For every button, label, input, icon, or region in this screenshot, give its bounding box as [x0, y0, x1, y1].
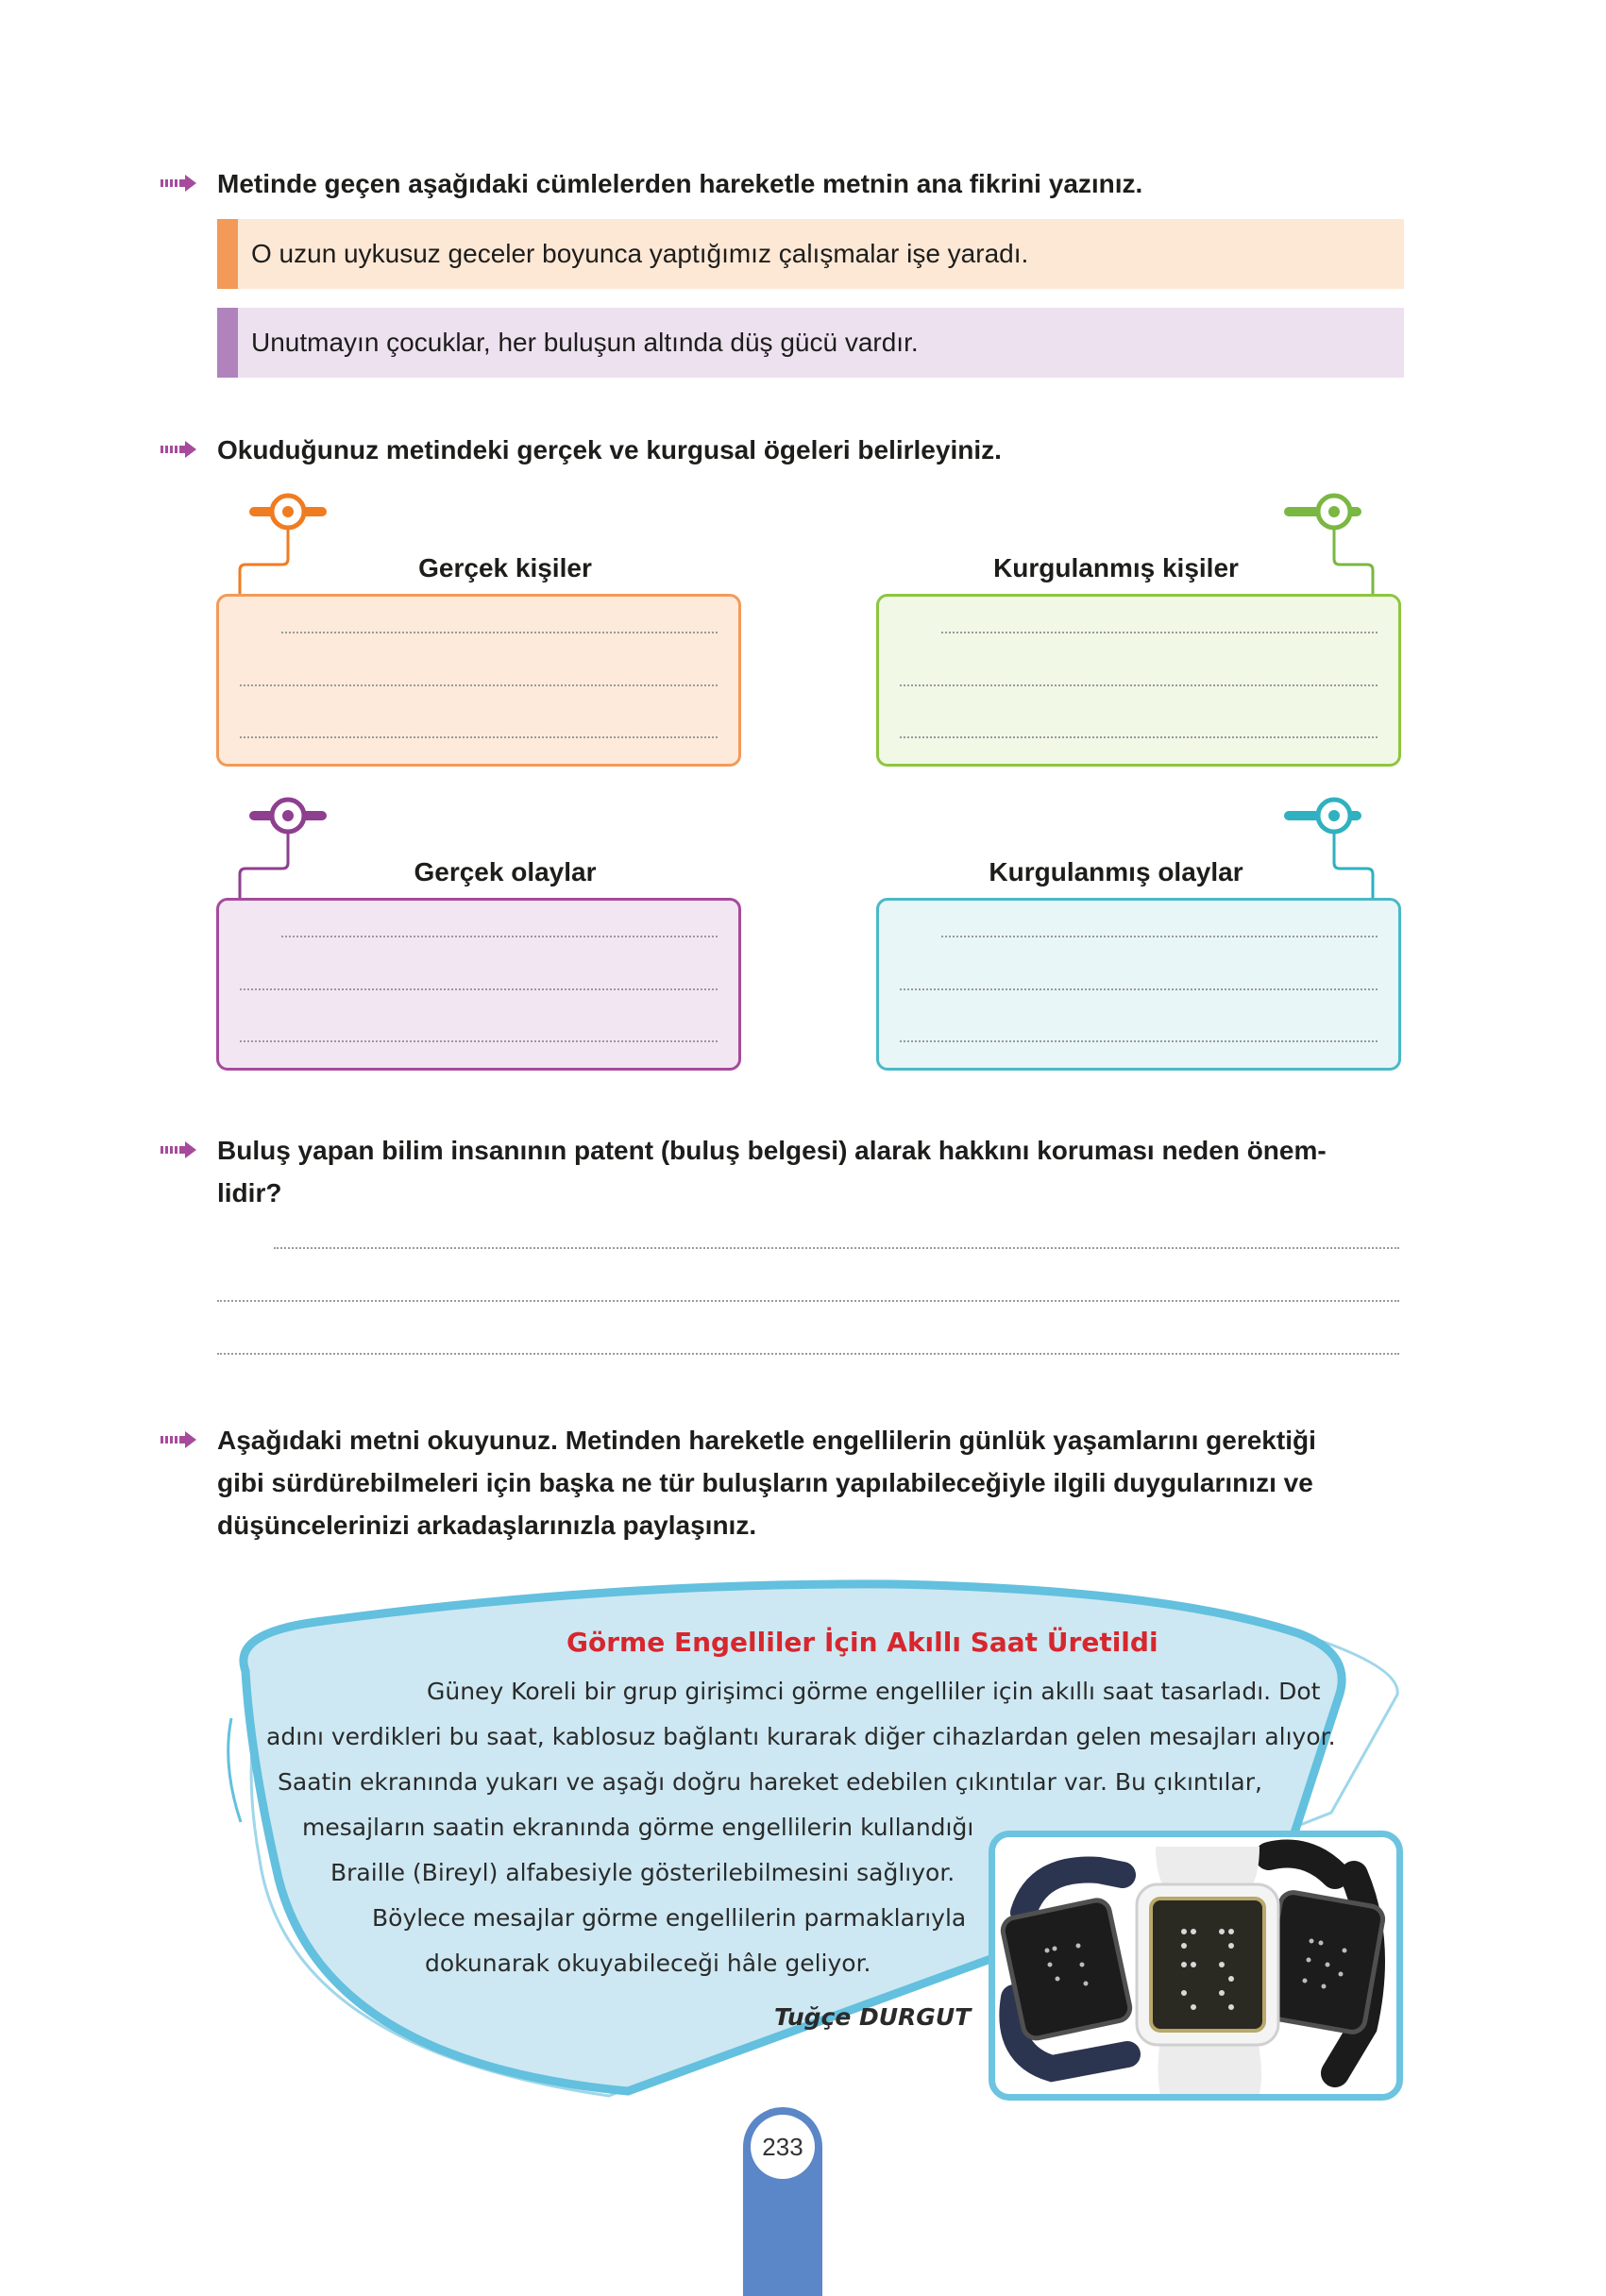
- story-line: dokunarak okuyabileceği hâle geliyor.: [425, 1950, 871, 1977]
- bullet-arrow-icon: [161, 1140, 198, 1159]
- card-title-real-people: Gerçek kişiler: [418, 553, 592, 582]
- story-line: adını verdikleri bu saat, kablosuz bağlantı kurarak diğer cihazlardan gelen mesajları alıyor.: [266, 1723, 1336, 1750]
- sentence-box-accent: [217, 219, 238, 289]
- answer-line[interactable]: [281, 936, 718, 937]
- sentence-2-text: Unutmayın çocuklar, her buluşun altında düş gücü vardır.: [251, 328, 919, 357]
- story-author: Tuğçe DURGUT: [774, 2003, 972, 2031]
- answer-line[interactable]: [240, 1040, 718, 1042]
- page-number: 233: [751, 2115, 815, 2179]
- answer-line[interactable]: [274, 1247, 1399, 1249]
- question-main-idea: Metinde geçen aşağıdaki cümlelerden hareketle metnin ana fikrini yazınız.: [217, 169, 1143, 198]
- story-line: Braille (Bireyl) alfabesiyle gösterilebilmesini sağlıyor.: [330, 1859, 955, 1886]
- answer-line[interactable]: [281, 632, 718, 633]
- story-line: mesajların saatin ekranında görme engellilerin kullandığı: [302, 1814, 974, 1841]
- card-fictional-people[interactable]: [876, 594, 1401, 767]
- card-real-people[interactable]: [216, 594, 741, 767]
- question-patent: [217, 1129, 1402, 1214]
- answer-line[interactable]: [240, 988, 718, 990]
- question-read-text: [217, 1419, 1402, 1546]
- sentence-box-1: [217, 219, 1404, 289]
- question-line: Aşağıdaki metni okuyunuz. Metinden hareketle engellilerin günlük yaşamlarını gerektiği: [217, 1426, 1316, 1455]
- answer-line[interactable]: [217, 1300, 1399, 1302]
- answer-line[interactable]: [900, 736, 1378, 738]
- sentence-box-accent: [217, 308, 238, 378]
- question-line: Buluş yapan bilim insanının patent (buluş belgesi) alarak hakkını koruması neden önem-: [217, 1136, 1327, 1165]
- bullet-arrow-icon: [161, 440, 198, 459]
- bullet-arrow-icon: [161, 174, 198, 193]
- card-title-fictional-events: Kurgulanmış olaylar: [989, 857, 1243, 886]
- card-title-fictional-people: Kurgulanmış kişiler: [993, 553, 1239, 582]
- answer-line[interactable]: [240, 684, 718, 686]
- story-line: Saatin ekranında yukarı ve aşağı doğru hareket edebilen çıkıntılar var. Bu çıkıntılar,: [278, 1768, 1262, 1796]
- answer-line[interactable]: [941, 936, 1378, 937]
- question-line: gibi sürdürebilmeleri için başka ne tür buluşların yapılabileceğiyle ilgili duygularınızı ve: [217, 1468, 1313, 1497]
- smart-watch-photo: [989, 1831, 1403, 2101]
- answer-line[interactable]: [900, 988, 1378, 990]
- story-line: Güney Koreli bir grup girişimci görme engelliler için akıllı saat tasarladı. Dot: [427, 1678, 1321, 1705]
- question-real-fictional: Okuduğunuz metindeki gerçek ve kurgusal ögeleri belirleyiniz.: [217, 435, 1002, 464]
- answer-line[interactable]: [240, 736, 718, 738]
- story-title: Görme Engelliler İçin Akıllı Saat Üretildi: [566, 1627, 1158, 1658]
- braille-watch-illustration: [995, 1837, 1396, 2094]
- answer-line[interactable]: [900, 684, 1378, 686]
- sentence-box-2: [217, 308, 1404, 378]
- card-fictional-events[interactable]: [876, 898, 1401, 1071]
- answer-line[interactable]: [941, 632, 1378, 633]
- card-real-events[interactable]: [216, 898, 741, 1071]
- question-line: lidir?: [217, 1178, 282, 1207]
- question-line: düşüncelerinizi arkadaşlarınızla paylaşınız.: [217, 1511, 757, 1540]
- card-title-real-events: Gerçek olaylar: [414, 857, 597, 886]
- bullet-arrow-icon: [161, 1430, 198, 1449]
- story-line: Böylece mesajlar görme engellilerin parmaklarıyla: [372, 1904, 967, 1932]
- answer-line[interactable]: [900, 1040, 1378, 1042]
- sentence-1-text: O uzun uykusuz geceler boyunca yaptığımız çalışmalar işe yaradı.: [251, 239, 1029, 268]
- answer-line[interactable]: [217, 1353, 1399, 1355]
